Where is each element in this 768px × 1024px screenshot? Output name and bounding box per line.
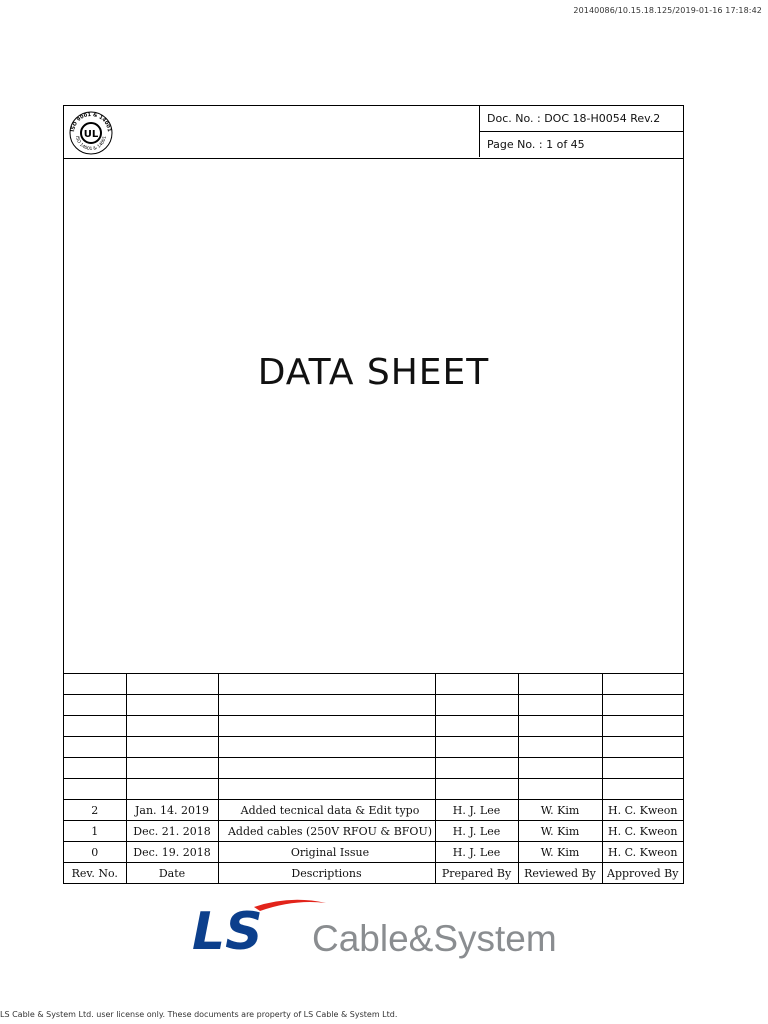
doc-info-box xyxy=(479,106,683,157)
reviewed-by-cell: W. Kim xyxy=(518,842,602,863)
table-row xyxy=(64,842,683,863)
table-row xyxy=(64,737,683,758)
description-cell: Added tecnical data & Edit typo xyxy=(218,800,435,821)
approved-by-cell: H. C. Kweon xyxy=(602,821,683,842)
reviewed-by-cell xyxy=(518,758,602,779)
cert-top-text: ISO 9001 & 14001 xyxy=(70,111,112,133)
approved-by-cell: H. C. Kweon xyxy=(602,842,683,863)
table-row xyxy=(64,800,683,821)
rev-no-cell xyxy=(64,737,126,758)
table-row xyxy=(64,716,683,737)
prepared-by-cell xyxy=(435,779,518,800)
page-title: DATA SHEET xyxy=(257,352,490,393)
table-header-row xyxy=(64,863,683,884)
cert-bottom-text: ISO 14001 & 14001 xyxy=(74,135,108,153)
prepared-by-cell: H. J. Lee xyxy=(435,800,518,821)
date-cell xyxy=(126,674,218,695)
document-header xyxy=(64,106,683,159)
date-cell: Dec. 21. 2018 xyxy=(126,821,218,842)
table-row xyxy=(64,821,683,842)
date-cell: Jan. 14. 2019 xyxy=(126,800,218,821)
date-cell xyxy=(126,758,218,779)
description-cell xyxy=(218,695,435,716)
rev-no-cell xyxy=(64,695,126,716)
rev-no-cell: 1 xyxy=(64,821,126,842)
rev-no-cell xyxy=(64,758,126,779)
rev-no-cell xyxy=(64,779,126,800)
approved-by-cell xyxy=(602,674,683,695)
approved-by-cell xyxy=(602,695,683,716)
description-header: Descriptions xyxy=(218,863,435,884)
prepared-by-cell xyxy=(435,695,518,716)
approved-by-cell xyxy=(602,779,683,800)
approved-by-header: Approved By xyxy=(602,863,683,884)
rev-no-header: Rev. No. xyxy=(64,863,126,884)
prepared-by-header: Prepared By xyxy=(435,863,518,884)
prepared-by-cell xyxy=(435,737,518,758)
table-row xyxy=(64,779,683,800)
reviewed-by-cell: W. Kim xyxy=(518,821,602,842)
reviewed-by-cell xyxy=(518,674,602,695)
logo-swoosh xyxy=(254,900,326,911)
revision-table xyxy=(64,673,683,883)
table-row xyxy=(64,674,683,695)
prepared-by-cell xyxy=(435,716,518,737)
reviewed-by-cell xyxy=(518,737,602,758)
date-header: Date xyxy=(126,863,218,884)
description-cell: Original Issue xyxy=(218,842,435,863)
reviewed-by-header: Reviewed By xyxy=(518,863,602,884)
ul-certification-seal-icon xyxy=(68,110,114,156)
prepared-by-cell xyxy=(435,674,518,695)
description-cell xyxy=(218,716,435,737)
date-cell xyxy=(126,779,218,800)
reviewed-by-cell: W. Kim xyxy=(518,800,602,821)
rev-no-cell: 0 xyxy=(64,842,126,863)
date-cell xyxy=(126,737,218,758)
rev-no-cell xyxy=(64,674,126,695)
reviewed-by-cell xyxy=(518,779,602,800)
approved-by-cell xyxy=(602,737,683,758)
rev-no-cell xyxy=(64,716,126,737)
page-number: Page No. : 1 of 45 xyxy=(480,131,683,157)
approved-by-cell xyxy=(602,758,683,779)
cert-center-text: UL xyxy=(83,129,99,140)
prepared-by-cell xyxy=(435,758,518,779)
ls-cable-system-logo xyxy=(190,893,580,963)
footer-notice: LS Cable & System Ltd. user license only. These documents are property of LS Cable & System Ltd. xyxy=(0,1010,398,1019)
approved-by-cell: H. C. Kweon xyxy=(602,800,683,821)
document-frame xyxy=(63,105,684,884)
rev-no-cell: 2 xyxy=(64,800,126,821)
date-cell xyxy=(126,716,218,737)
approved-by-cell xyxy=(602,716,683,737)
table-row xyxy=(64,695,683,716)
description-cell xyxy=(218,779,435,800)
description-cell xyxy=(218,737,435,758)
date-cell xyxy=(126,695,218,716)
reviewed-by-cell xyxy=(518,695,602,716)
print-stamp: 20140086/10.15.18.125/2019-01-16 17:18:42 xyxy=(573,6,762,15)
prepared-by-cell: H. J. Lee xyxy=(435,821,518,842)
description-cell xyxy=(218,674,435,695)
date-cell: Dec. 19. 2018 xyxy=(126,842,218,863)
table-row xyxy=(64,758,683,779)
reviewed-by-cell xyxy=(518,716,602,737)
logo-mark: LS xyxy=(192,902,263,962)
description-cell xyxy=(218,758,435,779)
prepared-by-cell: H. J. Lee xyxy=(435,842,518,863)
doc-number: Doc. No. : DOC 18-H0054 Rev.2 xyxy=(487,112,661,125)
logo-text: Cable&System xyxy=(312,918,557,959)
description-cell: Added cables (250V RFOU & BFOU) xyxy=(218,821,435,842)
